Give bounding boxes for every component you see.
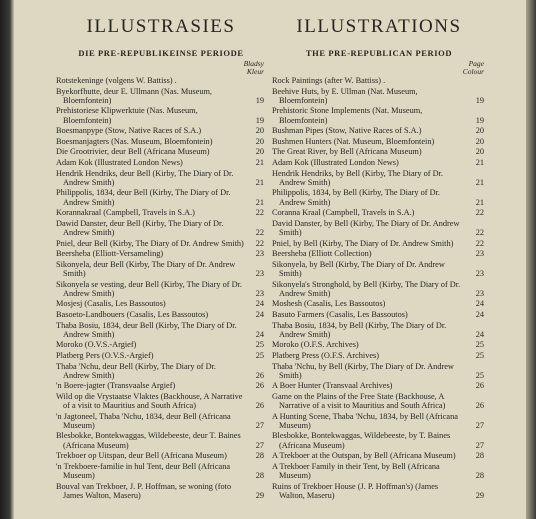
entry-page-number: 28 [475, 451, 484, 461]
entry-page-number: 29 [255, 490, 264, 500]
entry-page-number: 26 [255, 381, 264, 391]
entry-page-number: 22 [475, 227, 484, 237]
entry-title: David Danster, by Bell (Kirby, The Diary of Dr. Andrew Smith) [272, 218, 460, 237]
illustration-entry [56, 126, 266, 135]
illustration-entry [272, 482, 486, 500]
left-heading: ILLUSTRASIES [86, 16, 236, 37]
illustration-entry [272, 239, 486, 248]
entry-page-number: 19 [475, 95, 484, 105]
entry-page-number: 28 [255, 471, 264, 481]
entry-title: Thaba 'Nchu, by Bell (Kirby, The Diary of Dr. Andrew Smith) [272, 361, 454, 380]
illustration-entry [56, 381, 266, 390]
entry-page-number: 19 [475, 115, 484, 125]
illustration-entry [56, 431, 266, 449]
entry-title: Beersheba (Elliott Collection) [272, 249, 372, 259]
entry-page-number: 21 [475, 197, 484, 207]
book-cover-edge [526, 0, 536, 519]
entry-title: Adam Kok (Illustrated London News) [56, 157, 183, 167]
entry-title: Moshesh (Casalis, Les Bassoutos) [272, 299, 386, 309]
illustration-entry [272, 310, 486, 319]
entry-title: Sikonyela se vesting, deur Bell (Kirby, The Diary of Dr. Andrew Smith) [56, 279, 242, 298]
illustration-entry [272, 158, 486, 167]
entry-page-number: 22 [475, 238, 484, 248]
illustration-entry [56, 219, 266, 237]
entry-page-number: 23 [255, 249, 264, 259]
entry-title: A Hunting Scene, Thaba 'Nchu, 1834, by Bell (Africana Museum) [272, 411, 458, 430]
entry-page-number: 22 [255, 227, 264, 237]
illustration-entry [56, 321, 266, 339]
illustration-entry [56, 239, 266, 248]
illustration-entry [56, 482, 266, 500]
illustration-entry [272, 381, 486, 390]
entry-title: A Trekboer Family in their Tent, by Bell (Africana Museum) [272, 461, 440, 481]
entry-page-number: 20 [255, 147, 264, 157]
entry-title: Ruins of Trekboer House (J. P. Hoffman's) (James Walton, Maseru) [272, 481, 439, 500]
entry-title: Adam Kok (Illustrated London News) [272, 157, 399, 167]
illustration-entry [272, 451, 486, 460]
entry-title: Die Grootrivier, deur Bell (Africana Museum) [56, 147, 210, 157]
entry-page-number: 25 [255, 350, 264, 360]
entry-title: Moroko (O.F.S. Archives) [272, 340, 359, 350]
entry-title: Basoeto-Landbouers (Casalis, Les Bassoutos) [56, 309, 209, 319]
entry-page-number: 27 [255, 440, 264, 450]
entry-title: A Boer Hunter (Transvaal Archives) [272, 381, 393, 391]
right-colour-label: Colour [462, 67, 484, 76]
entry-title: 'n Trekboere-familie in hul Tent, deur Bell (Africana Museum) [56, 461, 231, 481]
book-page [14, 0, 526, 519]
illustration-entry [272, 137, 486, 146]
entry-title: A Trekboer at the Outspan, by Bell (Africana Museum) [272, 451, 456, 461]
entry-title: Bushman Pipes (Stow, Native Races of S.A.) [272, 126, 422, 136]
illustration-entry [56, 362, 266, 380]
right-page-label: Page [468, 59, 484, 68]
illustration-entry [56, 392, 266, 410]
entry-page-number: 24 [475, 299, 484, 309]
entry-title: Philippolis, 1834, by Bell (Kirby, The Diary of Dr. Andrew Smith) [272, 188, 440, 207]
illustration-entry [56, 340, 266, 349]
entry-title: Beehive Huts, by E. Ullman (Nat. Museum, Bloemfontein) [272, 86, 418, 105]
entry-page-number: 24 [255, 309, 264, 319]
illustration-entry [56, 188, 266, 206]
illustration-entry [272, 208, 486, 217]
entry-page-number: 25 [475, 350, 484, 360]
right-entry-list [272, 76, 486, 500]
entry-title: Blesbokke, Bontekwaggas, Wildebeeste, by T. Baines (Africana Museum) [272, 431, 451, 450]
entry-title: Sikonyela's Stronghold, by Bell (Kirby, The Diary of Dr. Andrew Smith) [272, 279, 461, 298]
entry-page-number: 21 [255, 177, 264, 187]
illustration-entry [272, 219, 486, 237]
entry-page-number: 20 [475, 136, 484, 146]
left-subheading: DIE PRE-REPUBLIKEINSE PERIODE [78, 48, 244, 58]
entry-page-number: 20 [255, 136, 264, 146]
illustration-entry [272, 321, 486, 339]
entry-title: Boesmanjagters (Nas. Museum, Bloemfontein) [56, 136, 213, 146]
entry-title: Rotstekeninge (volgens W. Battiss) . [56, 76, 177, 85]
entry-title: Korannakraal (Campbell, Travels in S.A.) [56, 208, 195, 218]
illustration-entry [56, 462, 266, 480]
entry-title: Wild op die Vrystaatse Vlaktes (Backhouse, A Narrative of a visit to Mauritius and South Africa) [56, 391, 243, 411]
entry-page-number: 23 [475, 249, 484, 259]
entry-title: Mosjesj (Casalis, Les Bassoutos) [56, 299, 166, 309]
entry-title: Coranna Kraal (Campbell, Travels in S.A.) [272, 208, 415, 218]
entry-title: Pniel, by Bell (Kirby, The Diary of Dr. Andrew Smith) [272, 238, 454, 248]
left-colour-label: Kleur [246, 67, 264, 76]
illustration-entry [56, 260, 266, 278]
illustration-entry [272, 392, 486, 410]
entry-title: Rock Paintings (after W. Battiss) . [272, 76, 386, 85]
afrikaans-column [56, 0, 266, 501]
english-column [272, 0, 486, 501]
entry-page-number: 26 [255, 401, 264, 411]
entry-page-number: 21 [475, 157, 484, 167]
entry-title: Basuto Farmers (Casalis, Les Bassoutos) [272, 309, 408, 319]
illustration-entry [272, 462, 486, 480]
entry-page-number: 19 [255, 115, 264, 125]
entry-page-number: 27 [475, 440, 484, 450]
entry-page-number: 24 [475, 329, 484, 339]
illustration-entry [272, 412, 486, 430]
right-subheading: THE PRE-REPUBLICAN PERIOD [305, 48, 453, 58]
entry-page-number: 24 [255, 299, 264, 309]
illustration-entry [56, 310, 266, 319]
illustration-entry [272, 76, 486, 85]
illustration-entry [272, 351, 486, 360]
illustration-entry [56, 87, 266, 105]
entry-title: Byekorfhutte, deur E. Ullmann (Nas. Museum, Bloemfontein) [56, 86, 212, 105]
entry-page-number: 29 [475, 490, 484, 500]
illustration-entry [272, 299, 486, 308]
entry-page-number: 27 [255, 420, 264, 430]
entry-page-number: 26 [475, 381, 484, 391]
entry-page-number: 26 [475, 401, 484, 411]
entry-page-number: 21 [255, 157, 264, 167]
left-entry-list [56, 76, 266, 500]
illustration-entry [272, 249, 486, 258]
entry-title: Game on the Plains of the Free State (Backhouse, A Narrative of a visit to Mauritius and South Africa) [272, 391, 446, 411]
entry-page-number: 28 [475, 471, 484, 481]
entry-title: Sikonyela, by Bell (Kirby, The Diary of Dr. Andrew Smith) [272, 259, 445, 278]
illustration-entry [56, 169, 266, 187]
entry-title: The Great River, by Bell (Africana Museum) [272, 147, 422, 157]
entry-page-number: 20 [255, 126, 264, 136]
entry-page-number: 19 [255, 95, 264, 105]
illustration-entry [272, 126, 486, 135]
illustration-entry [272, 169, 486, 187]
illustration-entry [56, 280, 266, 298]
entry-title: Hendrik Hendriks, by Bell (Kirby, The Diary of Dr. Andrew Smith) [272, 168, 443, 187]
entry-page-number: 24 [475, 309, 484, 319]
illustration-entry [272, 147, 486, 156]
entry-page-number: 21 [475, 177, 484, 187]
entry-title: Boesmanpype (Stow, Native Races of S.A.) [56, 126, 202, 136]
illustration-entry [272, 280, 486, 298]
illustration-entry [272, 340, 486, 349]
illustration-entry [56, 147, 266, 156]
entry-title: 'n Jagtoneel, Thaba 'Nchu, 1834, deur Bell (Africana Museum) [56, 411, 231, 430]
entry-title: Beersheba (Elliott-Versameling) [56, 249, 164, 259]
entry-page-number: 26 [255, 370, 264, 380]
illustration-entry [56, 299, 266, 308]
entry-page-number: 27 [475, 420, 484, 430]
entry-title: Moroko (O.V.S.-Argief) [56, 340, 137, 350]
illustration-entry [56, 208, 266, 217]
illustration-entry [272, 106, 486, 124]
entry-page-number: 22 [475, 208, 484, 218]
illustration-entry [56, 76, 266, 85]
entry-page-number: 25 [255, 340, 264, 350]
entry-title: Bouval van Trekboer, J. P. Hoffman, se woning (foto James Walton, Maseru) [56, 481, 232, 500]
entry-title: Prehistoriese Klipwerktuie (Nas. Museum, Bloemfontein) [56, 106, 198, 125]
illustration-entry [56, 158, 266, 167]
entry-title: Hendrik Hendriks, deur Bell (Kirby, The Diary of Dr. Andrew Smith) [56, 168, 234, 187]
entry-page-number: 28 [255, 451, 264, 461]
entry-page-number: 20 [475, 147, 484, 157]
entry-page-number: 23 [255, 268, 264, 278]
entry-title: 'n Boere-jagter (Transvaalse Argief) [56, 381, 176, 391]
entry-page-number: 21 [255, 197, 264, 207]
entry-title: Platberg Pers (O.V.S.-Argief) [56, 350, 154, 360]
illustration-entry [56, 412, 266, 430]
illustration-entry [272, 260, 486, 278]
illustration-entry [56, 451, 266, 460]
entry-title: Philippolis, 1834, deur Bell (Kirby, The Diary of Dr. Andrew Smith) [56, 188, 231, 207]
book-spine-edge [0, 0, 14, 519]
entry-title: Thaba Bosiu, 1834, by Bell (Kirby, The Diary of Dr. Andrew Smith) [272, 320, 447, 339]
illustration-entry [272, 431, 486, 449]
entry-title: Thaba 'Nchu, deur Bell (Kirby, The Diary of Dr. Andrew Smith) [56, 361, 217, 380]
entry-page-number: 23 [255, 288, 264, 298]
entry-page-number: 22 [255, 238, 264, 248]
entry-title: Trekboer op Uitspan, deur Bell (Africana Museum) [56, 451, 227, 461]
entry-page-number: 25 [475, 370, 484, 380]
entry-page-number: 20 [475, 126, 484, 136]
entry-page-number: 25 [475, 340, 484, 350]
illustration-entry [272, 362, 486, 380]
left-page-label: Bladsy [243, 59, 264, 68]
entry-title: Platberg Press (O.F.S. Archives) [272, 350, 380, 360]
entry-title: Thaba Bosiu, 1834, deur Bell (Kirby, The Diary of Dr. Andrew Smith) [56, 320, 237, 339]
entry-page-number: 22 [255, 208, 264, 218]
entry-title: Bushmen Hunters (Nat. Museum, Bloemfontein) [272, 136, 435, 146]
entry-title: Prehistoric Stone Implements (Nat. Museum, Bloemfontein) [272, 106, 423, 125]
entry-title: Sikonyela, deur Bell (Kirby, The Diary of Dr. Andrew Smith) [56, 259, 236, 278]
illustration-entry [56, 249, 266, 258]
illustration-entry [56, 106, 266, 124]
illustration-entry [272, 188, 486, 206]
entry-page-number: 23 [475, 268, 484, 278]
entry-page-number: 23 [475, 288, 484, 298]
illustration-entry [56, 351, 266, 360]
illustration-entry [272, 87, 486, 105]
entry-title: Dawid Danster, deur Bell (Kirby, The Diary of Dr. Andrew Smith) [56, 218, 224, 237]
right-heading: ILLUSTRATIONS [296, 16, 462, 37]
entry-page-number: 24 [255, 329, 264, 339]
entry-title: Pniel, deur Bell (Kirby, The Diary of Dr. Andrew Smith) [56, 238, 244, 248]
entry-title: Blesbokke, Bontekwaggas, Wildebeeste, deur T. Baines (Africana Museum) [56, 431, 241, 450]
illustration-entry [56, 137, 266, 146]
